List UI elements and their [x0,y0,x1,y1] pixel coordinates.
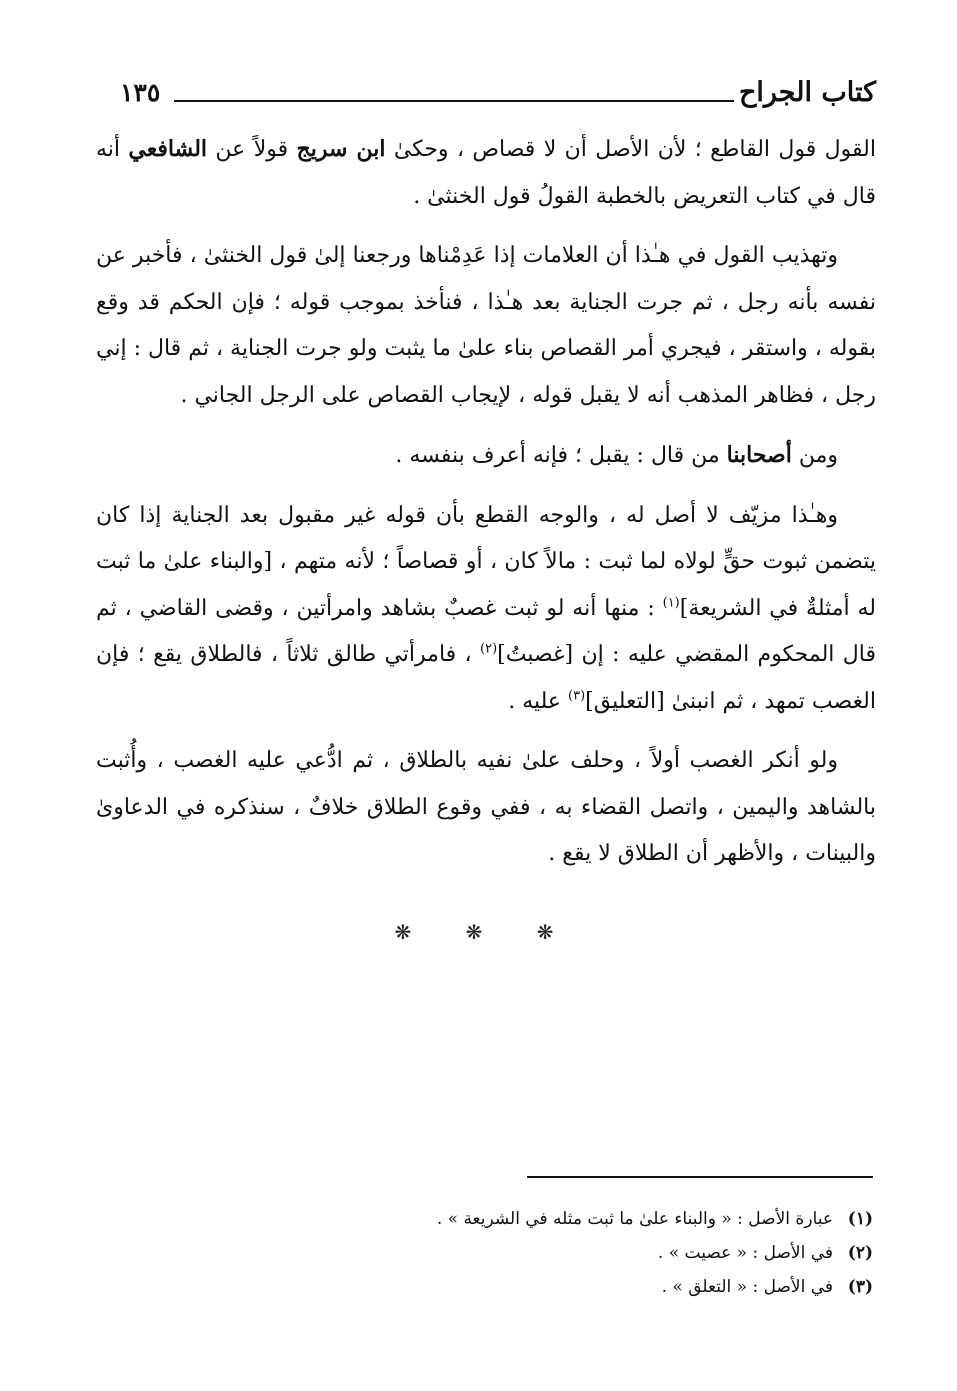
footnote-rule [527,1176,873,1178]
footnote-1 [173,1202,873,1236]
text-segment: قولاً عن [207,137,297,162]
text-segment: أنه قال في كتاب التعريض بالخطبة القولُ قول الخنثىٰ . [96,137,876,209]
footnote-ref-1[interactable]: (١) [662,595,680,611]
text-segment: من قال : يقبل ؛ فإنه أعرف بنفسه . [395,443,727,468]
paragraph-3 [96,432,876,480]
footnote-number: (٣) [847,1277,873,1297]
footnote-number: (١) [847,1209,873,1229]
header-rule [174,100,734,102]
paragraph-2 [96,233,876,419]
scholar-name-shafii: الشافعي [128,136,208,162]
paragraph-4 [96,493,876,726]
footnotes [173,1202,873,1304]
paragraph-5 [96,738,876,878]
text-segment: ولو أنكر الغصب أولاً ، وحلف علىٰ نفيه بالطلاق ، ثم ادُّعي عليه الغصب ، وأُثبت بالشاهد واليمين ، واتصل القضاء به ، ففي وقوع الطلاق خلافٌ ، سنذكره في الدعاوىٰ والبينات ، والأظهر أن الطلاق لا يقع . [96,748,876,866]
text-segment: ، فامرأتي طالق ثلاثاً ، فالطلاق يقع ؛ فإن الغصب تمهد ، ثم انبنىٰ [التعليق] [96,642,876,714]
page-header [96,74,876,114]
footnote-text: في الأصل : « عصيت » . [657,1243,833,1263]
text-segment: عليه . [508,688,569,714]
text-segment: ومن [791,443,838,468]
footnote-3 [173,1270,873,1304]
footnote-ref-3[interactable]: (٣) [568,688,586,704]
scholar-name-ibn-surayj: ابن سريج [296,136,386,162]
footnote-2 [173,1236,873,1270]
footnote-text: عبارة الأصل : « والبناء علىٰ ما ثبت مثله في الشريعة » . [436,1209,833,1229]
footnote-text: في الأصل : « التعلق » . [661,1277,833,1297]
page-number: ١٣٥ [120,78,161,107]
main-text [96,126,876,891]
footnote-ref-2[interactable]: (٢) [480,641,498,657]
text-segment: : منها أنه لو ثبت غصبٌ بشاهد وامرأتين ، وقضى القاضي ، ثم قال المحكوم المقضي عليه : إن [غصبتُ] [96,595,876,667]
text-segment: وهـٰذا مزيّف لا أصل له ، والوجه القطع بأن قوله غير مقبول بعد الجناية إذا كان يتضمن ثبوت حقٍّ لولاه لما ثبت : مالاً كان ، أو قصاصاً ؛ لأنه متهم ، [والبناء علىٰ ما ثبت له أمثلةٌ في الشريعة] [96,502,876,621]
text-segment: وتهذيب القول في هـٰذا أن العلامات إذا عَدِمْناها ورجعنا إلىٰ قول الخنثىٰ ، فأخبر عن نفسه بأنه رجل ، ثم جرت الجناية بعد هـٰذا ، فنأخذ بموجب قوله ؛ فإن الحكم قد وقع بقوله ، واستقر ، فيجري أمر القصاص بناء علىٰ ما يثبت ولو جرت الجناية ، ثم قال : إني رجل ، فظاهر المذهب أنه لا يقبل قوله ، لإيجاب القصاص على الرجل الجاني . [96,243,876,408]
section-separator: ❋ ❋ ❋ [394,920,578,944]
paragraph-1 [96,126,876,220]
term-ashabuna: أصحابنا [726,442,792,468]
text-segment: القول قول القاطع ؛ لأن الأصل أن لا قصاص ، وحكىٰ [385,137,876,162]
footnote-number: (٢) [847,1243,873,1263]
book-title: كتاب الجراح [738,77,876,108]
